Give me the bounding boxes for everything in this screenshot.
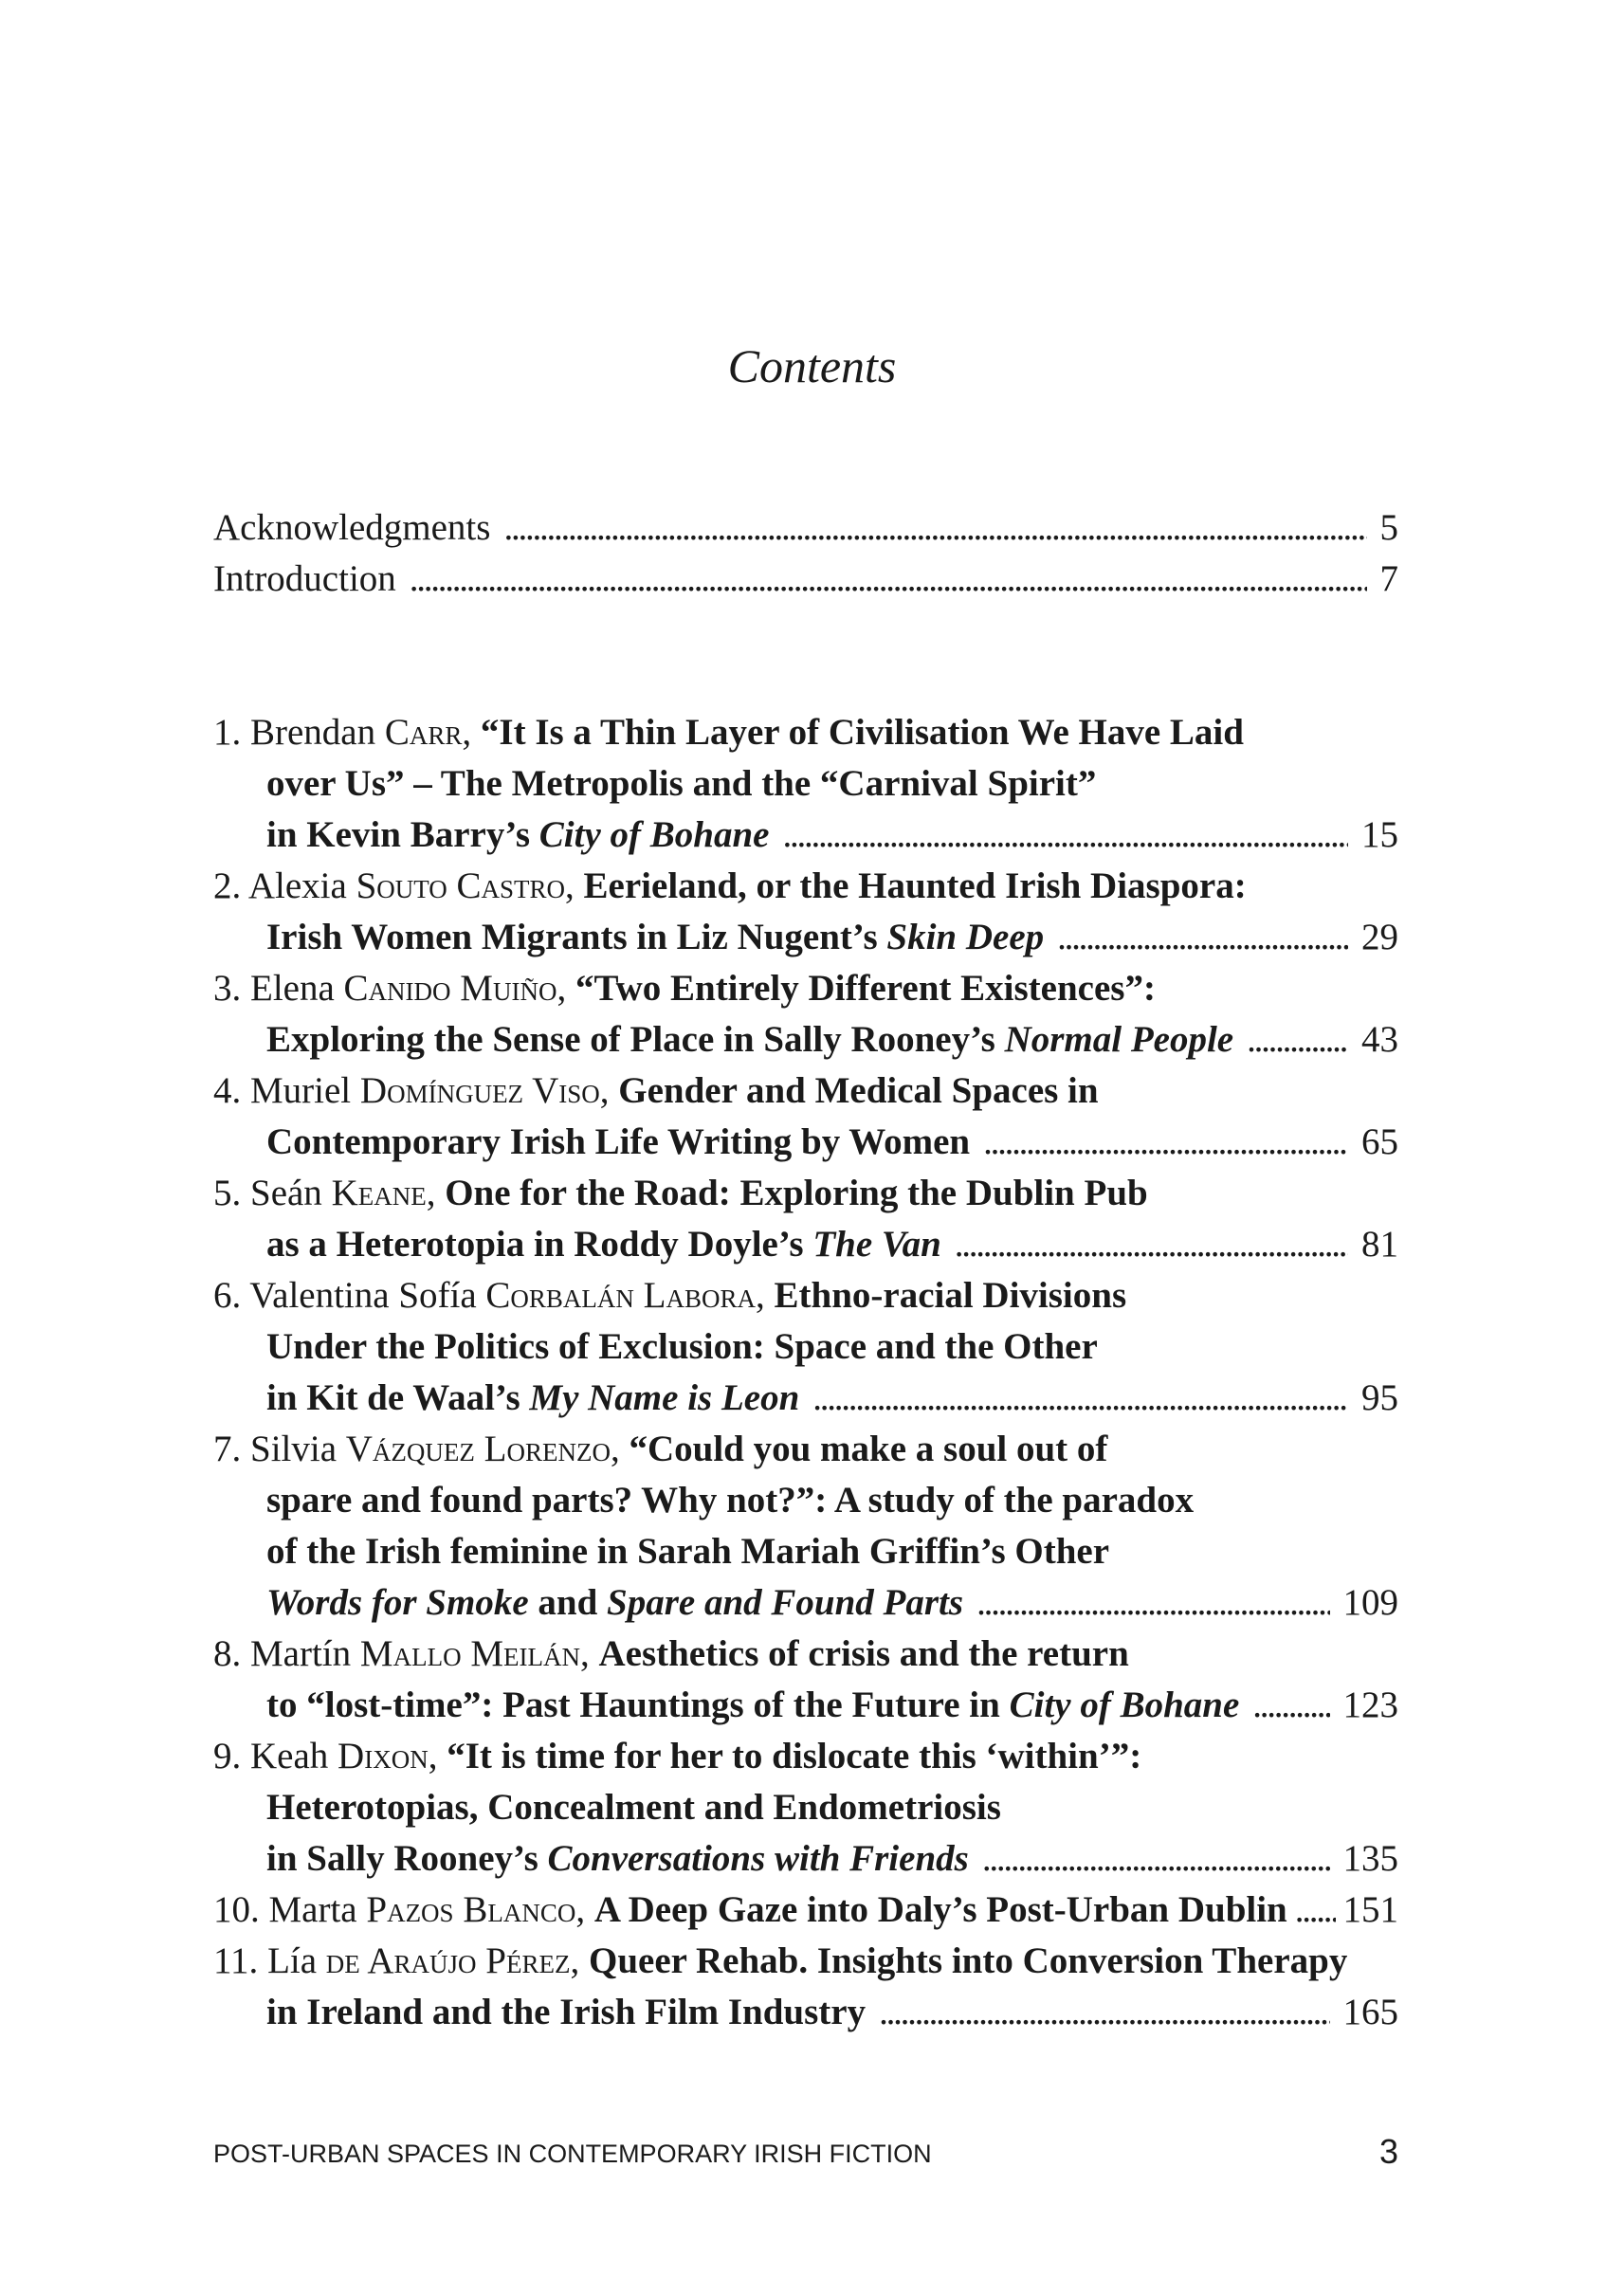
chapter-11-line-2 [266, 1987, 1398, 2038]
work-title: My Name is Leon [529, 1377, 800, 1418]
chapter-8-line-2 [266, 1680, 1398, 1731]
chapter-number: 10. [213, 1889, 260, 1930]
chapter-5-line-2 [266, 1219, 1398, 1270]
author-last-name: Dixon [338, 1736, 429, 1776]
chapter-title-line: “Two Entirely Different Existences”: [575, 968, 1156, 1009]
work-title: Words for Smoke [266, 1582, 529, 1623]
toc-entry-label: Introduction [213, 558, 396, 599]
author-last-name: Domínguez Viso [359, 1070, 600, 1111]
chapter-title-line: A Deep Gaze into Daly’s Post-Urban Dublin [593, 1889, 1287, 1930]
chapter-number: 3. [213, 968, 242, 1009]
chapter-page: 165 [1342, 1992, 1398, 2032]
leader-dots [1252, 1680, 1329, 1731]
toc-entry-acknowledgments [213, 502, 1398, 554]
author-first-name: Elena [250, 968, 335, 1009]
author-first-name: Lía [267, 1940, 318, 1981]
chapter-7-line-2 [266, 1475, 1398, 1526]
work-title: Conversations with Friends [547, 1838, 969, 1879]
author-last-name: Mallo Meilán [359, 1633, 580, 1674]
chapter-page: 29 [1361, 917, 1398, 957]
leader-dots [982, 1833, 1330, 1885]
toc-entry-introduction [213, 554, 1398, 605]
author-first-name: Brendan [250, 712, 376, 753]
chapter-title-line: Under the Politics of Exclusion: Space and the Other [266, 1326, 1098, 1367]
author-last-name: Pazos Blanco [366, 1889, 576, 1930]
chapter-number: 8. [213, 1633, 242, 1674]
chapter-number: 5. [213, 1173, 242, 1213]
page-title: Contents [727, 339, 897, 392]
chapter-3-line-2 [266, 1014, 1398, 1066]
author-last-name: Canido Muiño [343, 968, 557, 1009]
author-last-name: de Araújo Pérez [325, 1940, 571, 1981]
author-first-name: Marta [268, 1889, 357, 1930]
chapter-page: 81 [1361, 1224, 1398, 1265]
chapter-title-line: over Us” – The Metropolis and the “Carnival Spirit” [266, 763, 1097, 804]
chapter-page: 65 [1361, 1121, 1398, 1162]
chapter-8-line-1: 8. Martín Mallo Meilán, Aesthetics of crisis and the return [213, 1633, 1129, 1674]
leader-dots [955, 1219, 1348, 1270]
chapter-5-line-1: 5. Seán Keane, One for the Road: Exploring the Dublin Pub [213, 1173, 1148, 1213]
chapter-page: 135 [1342, 1838, 1398, 1879]
leader-dots [976, 1577, 1329, 1629]
chapter-title-line: to “lost-time”: Past Hauntings of the Future in [266, 1685, 1010, 1725]
chapter-title-line: “It Is a Thin Layer of Civilisation We Have Laid [480, 712, 1244, 753]
leader-dots [879, 1987, 1329, 2038]
author-first-name: Valentina Sofía [249, 1275, 477, 1316]
work-title: The Van [812, 1224, 941, 1265]
author-last-name: Souto Castro [356, 865, 566, 906]
chapter-number: 4. [213, 1070, 242, 1111]
toc-entry-page: 5 [1379, 507, 1398, 548]
chapter-title-line: in Ireland and the Irish Film Industry [266, 1992, 867, 2032]
chapter-6-line-1: 6. Valentina Sofía Corbalán Labora, Ethno-racial Divisions [213, 1275, 1127, 1316]
chapter-2-line-2 [266, 912, 1398, 963]
chapter-10-line-1: 10. Marta Pazos Blanco, A Deep Gaze into Daly’s Post-Urban Dublin . . . 151 [213, 1885, 1398, 1936]
chapter-title-line: in Kevin Barry’s [266, 814, 539, 855]
leader-dots [410, 554, 1367, 605]
leader-dots [1295, 1885, 1336, 1936]
author-first-name: Seán [250, 1173, 322, 1213]
chapter-title-line: Contemporary Irish Life Writing by Women [266, 1121, 971, 1162]
chapter-number: 2. [213, 865, 242, 906]
chapter-number: 11. [213, 1940, 259, 1981]
running-title: POST-URBAN SPACES IN CONTEMPORARY IRISH FICTION [213, 2140, 932, 2168]
author-last-name: Corbalán Labora [485, 1275, 757, 1316]
chapter-title-line: Queer Rehab. Insights into Conversion Therapy [588, 1940, 1348, 1981]
author-first-name: Alexia [247, 865, 347, 906]
chapter-6-line-2 [266, 1321, 1398, 1373]
chapter-number: 6. [213, 1275, 242, 1316]
chapter-title-line: One for the Road: Exploring the Dublin Pub [445, 1173, 1148, 1213]
chapter-9-line-3 [266, 1833, 1398, 1885]
leader-dots [1057, 912, 1348, 963]
chapter-4-line-2 [266, 1117, 1398, 1168]
author-first-name: Muriel [250, 1070, 352, 1111]
chapter-title-line: in Kit de Waal’s [266, 1377, 530, 1418]
work-title: City of Bohane [1009, 1685, 1240, 1725]
chapter-1-line-1: 1. Brendan Carr, “It Is a Thin Layer of Civilisation We Have Laid [213, 712, 1244, 753]
chapter-1-line-2 [266, 758, 1398, 810]
chapter-page: 109 [1342, 1582, 1398, 1623]
chapter-page: 123 [1342, 1685, 1398, 1725]
work-title: Spare and Found Parts [607, 1582, 964, 1623]
chapter-title-line: as a Heterotopia in Roddy Doyle’s [266, 1224, 813, 1265]
chapter-title-line: spare and found parts? Why not?”: A study of the paradox [266, 1480, 1195, 1521]
chapter-page: 95 [1361, 1377, 1398, 1418]
chapter-title-line: in Sally Rooney’s [266, 1838, 548, 1879]
leader-dots [812, 1373, 1348, 1424]
author-last-name: Vázquez Lorenzo [345, 1429, 611, 1469]
chapter-page: 43 [1361, 1019, 1398, 1060]
conjunction: and [528, 1582, 608, 1623]
author-first-name: Silvia [250, 1429, 338, 1469]
leader-dots [1247, 1014, 1348, 1066]
chapter-title-line: Aesthetics of crisis and the return [598, 1633, 1129, 1674]
author-first-name: Martín [250, 1633, 352, 1674]
page-number: 3 [1378, 2132, 1398, 2171]
chapter-title-line: Gender and Medical Spaces in [618, 1070, 1099, 1111]
work-title: Skin Deep [886, 917, 1045, 957]
chapter-6-line-3 [266, 1373, 1398, 1424]
leader-dots [983, 1117, 1348, 1168]
chapter-1-line-3 [266, 810, 1398, 861]
author-last-name: Keane [331, 1173, 427, 1213]
chapter-2-line-1: 2. Alexia Souto Castro, Eerieland, or the Haunted Irish Diaspora: [213, 865, 1247, 906]
chapter-page: 151 [1342, 1889, 1398, 1930]
chapter-title-line: Exploring the Sense of Place in Sally Rooney’s [266, 1019, 1005, 1060]
chapter-page: 15 [1361, 814, 1398, 855]
leader-dots [503, 502, 1366, 554]
chapter-7-line-3 [266, 1526, 1398, 1577]
chapter-number: 9. [213, 1736, 242, 1776]
toc-entry-label: Acknowledgments [213, 507, 491, 548]
chapter-number: 7. [213, 1429, 242, 1469]
chapter-title-line: Ethno-racial Divisions [774, 1275, 1127, 1316]
chapter-title-line: Irish Women Migrants in Liz Nugent’s [266, 917, 887, 957]
toc-entry-page: 7 [1379, 558, 1398, 599]
chapter-title-line: Eerieland, or the Haunted Irish Diaspora: [583, 865, 1247, 906]
work-title: City of Bohane [538, 814, 770, 855]
chapter-title-line: “Could you make a soul out of [629, 1429, 1108, 1469]
chapter-9-line-1: 9. Keah Dixon, “It is time for her to dislocate this ‘within’”: [213, 1736, 1142, 1776]
author-last-name: Carr [384, 712, 463, 753]
chapter-7-line-1: 7. Silvia Vázquez Lorenzo, “Could you make a soul out of [213, 1429, 1108, 1469]
chapter-title-line: Heterotopias, Concealment and Endometriosis [266, 1787, 1001, 1828]
chapter-3-line-1: 3. Elena Canido Muiño, “Two Entirely Different Existences”: [213, 968, 1156, 1009]
chapter-11-line-1: 11. Lía de Araújo Pérez, Queer Rehab. Insights into Conversion Therapy [213, 1940, 1348, 1981]
leader-dots [782, 810, 1348, 861]
chapter-4-line-1: 4. Muriel Domínguez Viso, Gender and Medical Spaces in [213, 1070, 1099, 1111]
chapter-9-line-2 [266, 1782, 1398, 1833]
chapter-7-line-4 [266, 1577, 1398, 1629]
author-first-name: Keah [250, 1736, 329, 1776]
chapter-title-line: “It is time for her to dislocate this ‘within’”: [447, 1736, 1142, 1776]
work-title: Normal People [1004, 1019, 1234, 1060]
chapter-title-line: of the Irish feminine in Sarah Mariah Griffin’s Other [266, 1531, 1110, 1572]
chapter-number: 1. [213, 712, 242, 753]
